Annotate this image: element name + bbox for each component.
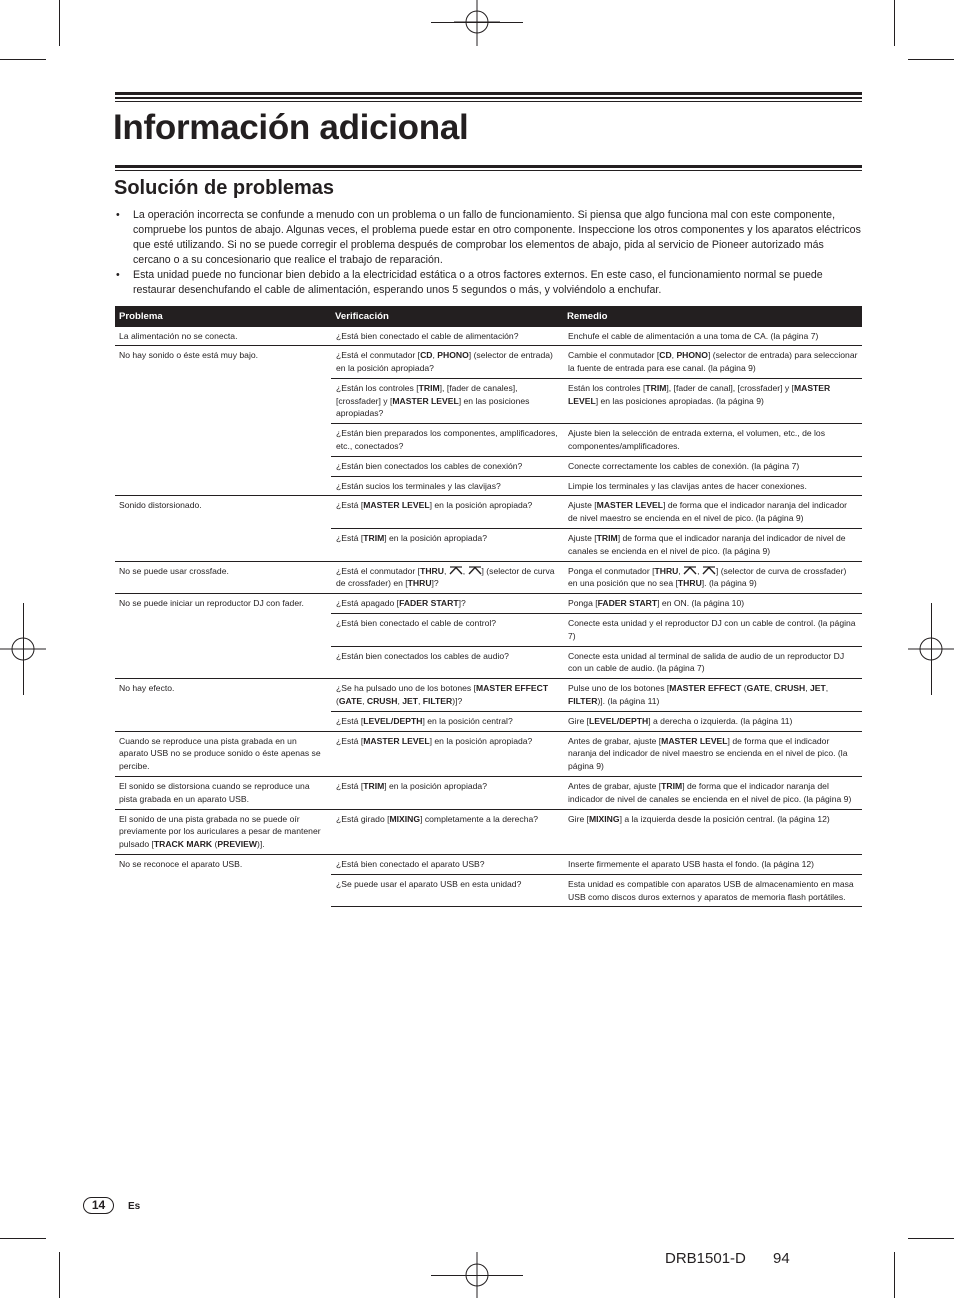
check-cell: ¿Está girado [MIXING] completamente a la derecha? xyxy=(331,809,563,854)
column-header-remedy: Remedio xyxy=(563,306,862,326)
remedy-cell: Limpie los terminales y las clavijas antes de hacer conexiones. xyxy=(563,476,862,496)
crop-mark xyxy=(431,1275,523,1276)
crop-mark xyxy=(23,603,24,695)
page-number: 14 xyxy=(83,1197,114,1214)
check-cell: ¿Está apagado [FADER START]? xyxy=(331,594,563,614)
remedy-cell: Ponga el conmutador [THRU, , ] (selector de curva de crossfader) en una posición que no sea [THRU]. (la página 9) xyxy=(563,561,862,594)
problem-cell: No hay efecto. xyxy=(115,679,331,731)
crop-mark xyxy=(908,59,954,60)
remedy-cell: Pulse uno de los botones [MASTER EFFECT (GATE, CRUSH, JET, FILTER)]. (la página 11) xyxy=(563,679,862,712)
remedy-cell: Esta unidad es compatible con aparatos USB de almacenamiento en masa USB como discos duros externos y aparatos de memoria flash portátiles. xyxy=(563,874,862,907)
check-cell: ¿Están bien conectados los cables de conexión? xyxy=(331,456,563,476)
page-title: Información adicional xyxy=(113,108,469,147)
remedy-cell: Ajuste [MASTER LEVEL] de forma que el indicador naranja del indicador de nivel maestro se encienda en el nivel de pico. (la página 9) xyxy=(563,496,862,529)
crossfader-curve-icon xyxy=(449,566,463,575)
crop-mark xyxy=(894,1252,895,1298)
crop-mark xyxy=(59,0,60,46)
crossfader-curve-icon xyxy=(702,566,716,575)
check-cell: ¿Está [TRIM] en la posición apropiada? xyxy=(331,777,563,810)
check-cell: ¿Están bien conectados los cables de audio? xyxy=(331,646,563,679)
column-header-problem: Problema xyxy=(115,306,331,326)
table-row xyxy=(115,809,862,854)
check-cell: ¿Se ha pulsado uno de los botones [MASTER EFFECT (GATE, CRUSH, JET, FILTER)]? xyxy=(331,679,563,712)
check-cell: ¿Está bien conectado el aparato USB? xyxy=(331,855,563,875)
column-header-check: Verificación xyxy=(331,306,563,326)
crop-mark xyxy=(431,22,523,23)
intro-item: • Esta unidad puede no funcionar bien debido a la electricidad estática o a otros factores externos. En este caso, el funcionamiento normal se puede restaurar desenchufando el cable de alimentación, esperando unos 5 segundos o más, y volviéndolo a enchufar. xyxy=(116,268,862,298)
table-row xyxy=(115,594,862,614)
problem-cell: No hay sonido o éste está muy bajo. xyxy=(115,346,331,496)
check-cell: ¿Está [MASTER LEVEL] en la posición apropiada? xyxy=(331,731,563,776)
section-rule xyxy=(115,165,862,171)
crop-mark xyxy=(894,0,895,46)
problem-cell: Cuando se reproduce una pista grabada en un aparato USB no se produce sonido o éste apenas se percibe. xyxy=(115,731,331,776)
remedy-cell: Antes de grabar, ajuste [MASTER LEVEL] de forma que el indicador naranja del indicador de nivel maestro se encienda en el nivel de pico. (la página 9) xyxy=(563,731,862,776)
crop-mark xyxy=(0,59,46,60)
intro-list xyxy=(116,208,862,297)
remedy-cell: Conecte esta unidad al terminal de salida de audio de un reproductor DJ con un cable de audio. (la página 7) xyxy=(563,646,862,679)
problem-cell: El sonido se distorsiona cuando se reproduce una pista grabada en un aparato USB. xyxy=(115,777,331,810)
check-cell: ¿Está el conmutador [THRU, , ] (selector de curva de crossfader) en [THRU]? xyxy=(331,561,563,594)
remedy-cell: Conecte correctamente los cables de conexión. (la página 7) xyxy=(563,456,862,476)
check-cell: ¿Se puede usar el aparato USB en esta unidad? xyxy=(331,874,563,907)
crossfader-curve-icon xyxy=(683,566,697,575)
check-cell: ¿Está [MASTER LEVEL] en la posición apropiada? xyxy=(331,496,563,529)
table-row xyxy=(115,731,862,776)
crop-mark xyxy=(908,1238,954,1239)
remedy-cell: Están los controles [TRIM], [fader de canal], [crossfader] y [MASTER LEVEL] en las posiciones apropiadas. (la página 9) xyxy=(563,378,862,423)
table-row xyxy=(115,855,862,875)
registration-mark-icon xyxy=(454,0,500,46)
table-header-row xyxy=(115,306,862,326)
problem-cell: No se reconoce el aparato USB. xyxy=(115,855,331,907)
crop-mark xyxy=(0,1238,46,1239)
crop-mark xyxy=(931,603,932,695)
document-page: 94 xyxy=(773,1250,790,1267)
remedy-cell: Ponga [FADER START] en ON. (la página 10) xyxy=(563,594,862,614)
remedy-cell: Enchufe el cable de alimentación a una toma de CA. (la página 7) xyxy=(563,326,862,346)
remedy-cell: Gire [MIXING] a la izquierda desde la posición central. (la página 12) xyxy=(563,809,862,854)
troubleshooting-table xyxy=(115,306,862,907)
remedy-cell: Cambie el conmutador [CD, PHONO] (selector de entrada) para seleccionar la fuente de entrada para ese canal. (la página 9) xyxy=(563,346,862,379)
title-rule xyxy=(115,92,862,102)
table-row xyxy=(115,561,862,594)
check-cell: ¿Están los controles [TRIM], [fader de canales], [crossfader] y [MASTER LEVEL] en las posiciones apropiadas? xyxy=(331,378,563,423)
crossfader-curve-icon xyxy=(468,566,482,575)
document-code: DRB1501-D xyxy=(665,1250,746,1267)
problem-cell: El sonido de una pista grabada no se puede oír previamente por los auriculares a pesar de mantener pulsado [TRACK MARK (PREVIEW)]. xyxy=(115,809,331,854)
language-code: Es xyxy=(128,1201,141,1212)
check-cell: ¿Están bien preparados los componentes, amplificadores, etc., conectados? xyxy=(331,424,563,457)
problem-cell: Sonido distorsionado. xyxy=(115,496,331,561)
check-cell: ¿Está [LEVEL/DEPTH] en la posición central? xyxy=(331,711,563,731)
crop-mark xyxy=(59,1252,60,1298)
remedy-cell: Gire [LEVEL/DEPTH] a derecha o izquierda. (la página 11) xyxy=(563,711,862,731)
check-cell: ¿Está bien conectado el cable de control? xyxy=(331,614,563,647)
table-row xyxy=(115,496,862,529)
table-row xyxy=(115,679,862,712)
check-cell: ¿Están sucios los terminales y las clavijas? xyxy=(331,476,563,496)
intro-item: • La operación incorrecta se confunde a menudo con un problema o un fallo de funcionamiento. Si piensa que algo funciona mal con este componente, compruebe los puntos de abajo. Algunas veces, el problema puede estar en otro componente. Inspeccione los otros componentes y los aparatos eléctricos que esté utilizando. Si no se puede corregir el problema después de comprobar los elementos de abajo, pida al servicio de Pioneer autorizado más cercano o a su concesionario que realice el trabajo de reparación. xyxy=(116,208,862,268)
table-row xyxy=(115,346,862,379)
section-title: Solución de problemas xyxy=(114,177,335,199)
remedy-cell: Inserte firmemente el aparato USB hasta el fondo. (la página 12) xyxy=(563,855,862,875)
remedy-cell: Conecte esta unidad y el reproductor DJ con un cable de control. (la página 7) xyxy=(563,614,862,647)
remedy-cell: Antes de grabar, ajuste [TRIM] de forma que el indicador naranja del indicador de nivel de canales se encienda en el nivel de pico. (la página 9) xyxy=(563,777,862,810)
remedy-cell: Ajuste [TRIM] de forma que el indicador naranja del indicador de nivel de canales se encienda en el nivel de pico. (la página 9) xyxy=(563,529,862,562)
problem-cell: No se puede iniciar un reproductor DJ con fader. xyxy=(115,594,331,679)
check-cell: ¿Está el conmutador [CD, PHONO] (selector de entrada) en la posición apropiada? xyxy=(331,346,563,379)
table-row xyxy=(115,326,862,346)
check-cell: ¿Está [TRIM] en la posición apropiada? xyxy=(331,529,563,562)
remedy-cell: Ajuste bien la selección de entrada externa, el volumen, etc., de los componentes/amplificadores. xyxy=(563,424,862,457)
problem-cell: No se puede usar crossfade. xyxy=(115,561,331,594)
table-row xyxy=(115,777,862,810)
problem-cell: La alimentación no se conecta. xyxy=(115,326,331,346)
check-cell: ¿Está bien conectado el cable de alimentación? xyxy=(331,326,563,346)
